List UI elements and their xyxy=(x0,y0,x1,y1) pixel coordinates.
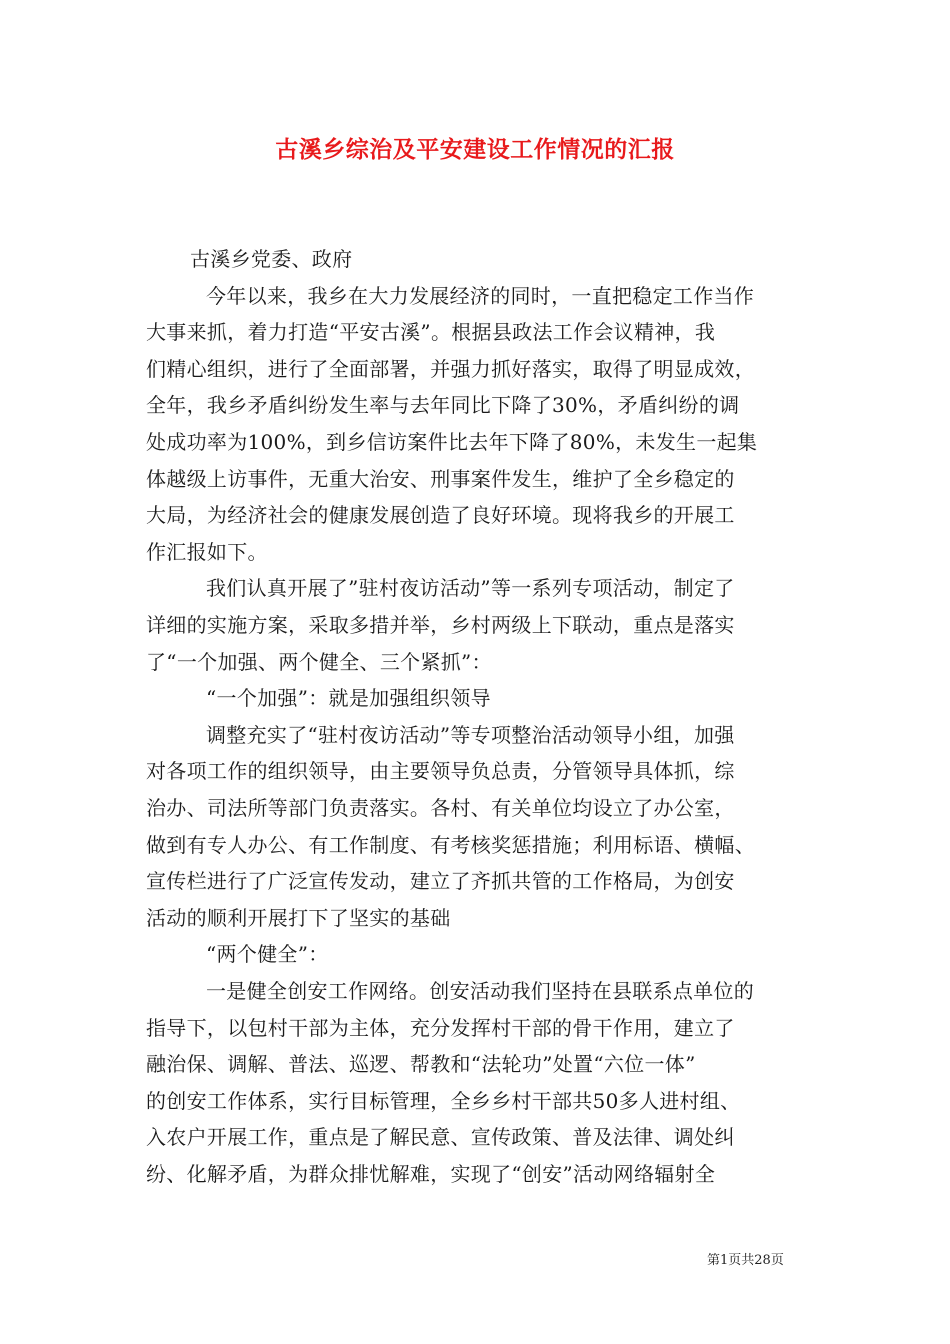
paragraph-line: 的创安工作体系，实行目标管理，全乡乡村干部共50多人进村组、 xyxy=(146,1088,741,1113)
paragraph-line: 宣传栏进行了广泛宣传发动，建立了齐抓共管的工作格局，为创安 xyxy=(146,869,735,894)
paragraph-line: 今年以来，我乡在大力发展经济的同时，一直把稳定工作当作 xyxy=(206,283,755,308)
paragraph-line: 入农户开展工作，重点是了解民意、宣传政策、普及法律、调处纠 xyxy=(146,1125,735,1150)
paragraph-line: 处成功率为100%，到乡信访案件比去年下降了80%，未发生一起集 xyxy=(146,430,758,454)
paragraph-line: 指导下，以包村干部为主体，充分发挥村干部的骨干作用，建立了 xyxy=(146,1015,735,1040)
paragraph-line: 全年，我乡矛盾纠纷发生率与去年同比下降了30%，矛盾纠纷的调 xyxy=(146,393,740,418)
paragraph-line: 详细的实施方案，采取多措并举，乡村两级上下联动，重点是落实 xyxy=(146,613,735,637)
paragraph-line: 大事来抓，着力打造“平安古溪”。根据县政法工作会议精神，我 xyxy=(146,320,716,345)
paragraph-line: 体越级上访事件，无重大治安、刑事案件发生，维护了全乡稳定的 xyxy=(146,466,735,491)
paragraph-line: 一是健全创安工作网络。创安活动我们坚持在县联系点单位的 xyxy=(206,979,755,1003)
paragraph-line: 了“一个加强、两个健全、三个紧抓”： xyxy=(146,649,492,674)
paragraph-line: 作汇报如下。 xyxy=(146,539,268,564)
paragraph-line: 大局，为经济社会的健康发展创造了良好环境。现将我乡的开展工 xyxy=(146,503,735,528)
document-title: 古溪乡综治及平安建设工作情况的汇报 xyxy=(275,136,675,163)
paragraph-line: 治办、司法所等部门负责落实。各村、有关单位均设立了办公室， xyxy=(146,796,735,820)
paragraph-line: 调整充实了“驻村夜访活动”等专项整治活动领导小组，加强 xyxy=(206,722,735,747)
paragraph-line: 对各项工作的组织领导，由主要领导负总责，分管领导具体抓，综 xyxy=(146,759,735,784)
paragraph-line: 活动的顺利开展打下了坚实的基础 xyxy=(146,905,451,930)
paragraph-line: 做到有专人办公、有工作制度、有考核奖惩措施；利用标语、横幅、 xyxy=(146,832,755,857)
paragraph-line: 们精心组织，进行了全面部署，并强力抓好落实，取得了明显成效， xyxy=(146,356,755,381)
paragraph-line: “一个加强”：就是加强组织领导 xyxy=(206,686,491,711)
paragraph-line: “两个健全”： xyxy=(206,942,329,967)
paragraph-line: 古溪乡党委、政府 xyxy=(190,247,353,271)
paragraph-line: 融治保、调解、普法、巡逻、帮教和“法轮功”处置“六位一体” xyxy=(146,1052,696,1077)
page-number-footer: 第1页共28页 xyxy=(707,1253,784,1268)
paragraph-line: 我们认真开展了”驻村夜访活动”等一系列专项活动，制定了 xyxy=(206,576,735,601)
paragraph-line: 纷、化解矛盾，为群众排忧解难，实现了“创安”活动网络辐射全 xyxy=(146,1162,716,1186)
